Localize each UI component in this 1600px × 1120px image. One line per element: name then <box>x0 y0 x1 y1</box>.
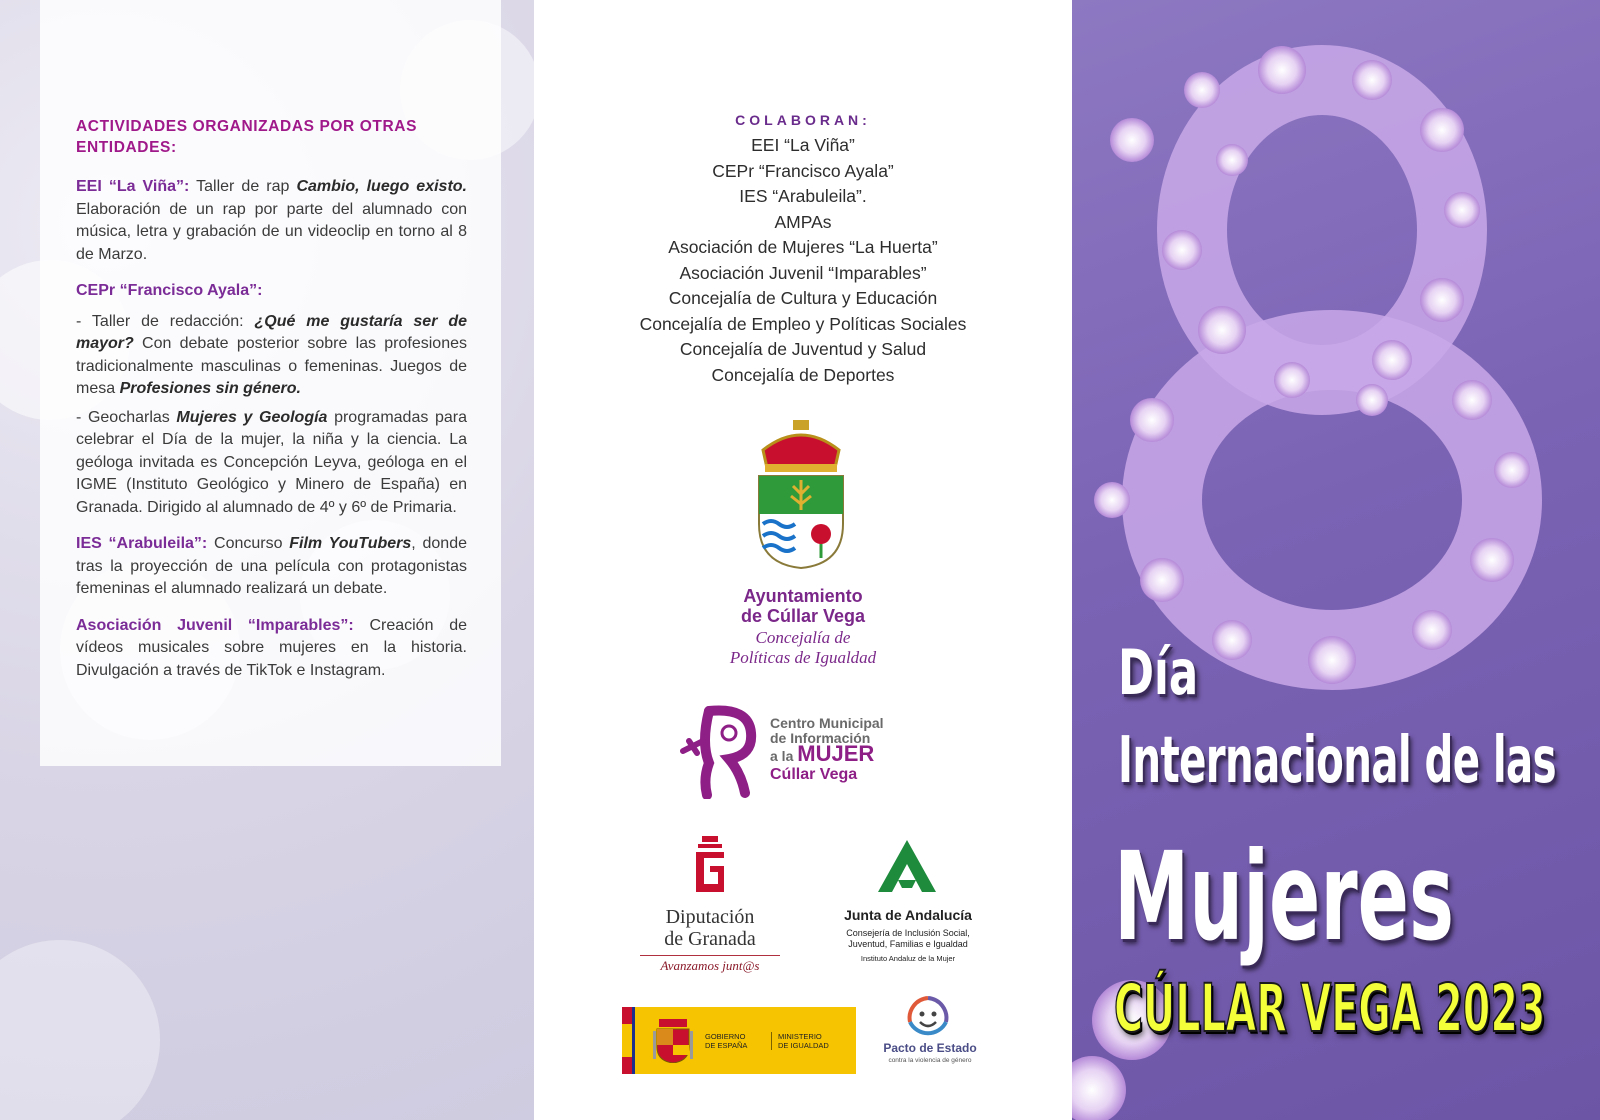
ayuntamiento-line-1: Ayuntamiento <box>743 586 863 606</box>
junta-andalucia-logo-icon <box>878 840 936 892</box>
diputacion-slogan: Avanzamos junt@s <box>640 955 780 974</box>
diputacion-line-1: Diputación <box>665 906 755 928</box>
concejalia-line-1: Concejalía de <box>755 628 851 647</box>
cepr-item-1 <box>76 311 467 401</box>
collaborator-item: Asociación Juvenil “Imparables” <box>679 262 927 283</box>
ministerio-text <box>771 1032 831 1050</box>
collaborator-item: Concejalía de Deportes <box>711 364 895 385</box>
title-dia: Día <box>1118 636 1199 709</box>
gobierno-text <box>705 1032 765 1050</box>
title-place-year: CÚLLAR VEGA 2023 <box>1114 970 1546 1047</box>
activities-section <box>76 116 467 696</box>
colaboran-title: COLABORAN: <box>735 112 871 128</box>
cmim-line-3 <box>770 741 930 766</box>
diputacion-name <box>640 906 780 950</box>
ayuntamiento-line-2: de Cúllar Vega <box>740 606 866 626</box>
ayuntamiento-name <box>534 586 1072 626</box>
ministerio-line-1: MINISTERIO <box>778 1031 822 1041</box>
asoc-paragraph <box>76 615 467 683</box>
cepr-item-1-text-1: - Taller de redacción: <box>76 312 255 330</box>
collaborator-item: Concejalía de Cultura y Educación <box>668 288 938 308</box>
cepr-item-2-text-2: programadas para celebrar el Día de la mujer, la niña y la ciencia. La geóloga invitada es Concepción Leyva, geóloga en el IGME (Instituto Geológico y Minero de España) en Granada. Dirigido al alumnado de 4º y 6º de Primaria. <box>76 408 467 516</box>
cepr-item-2 <box>76 407 467 520</box>
eei-label: EEI “La Viña”: <box>76 178 190 195</box>
pacto-estado-logo-icon <box>900 992 956 1042</box>
cepr-item-2-title: Mujeres y Geología <box>176 408 328 426</box>
activities-heading: ACTIVIDADES ORGANIZADAS POR OTRAS ENTIDADES: <box>76 118 418 156</box>
eei-paragraph <box>76 176 467 266</box>
cmim-line-3-mujer: MUJER <box>797 741 875 766</box>
collaborator-item: Asociación de Mujeres “La Huerta” <box>668 237 938 257</box>
ies-paragraph <box>76 533 467 601</box>
junta-consejeria <box>818 928 998 950</box>
cepr-item-2-text-1: - Geocharlas <box>76 408 177 426</box>
spain-shield-icon <box>653 1019 693 1063</box>
collaborator-item: IES “Arabuleila”. <box>739 186 867 206</box>
diputacion-line-2: de Granada <box>664 928 756 950</box>
junta-sub-line-1: Consejería de Inclusión Social, <box>846 928 970 938</box>
eei-text-2: Elaboración de un rap por parte del alumnado con música, letra y grabación de un videoclip en torno al 8 de Marzo. <box>76 200 467 263</box>
cmim-text <box>770 716 930 782</box>
cepr-label: CEPr “Francisco Ayala”: <box>76 282 263 299</box>
title-internacional: Internacional de las <box>1118 724 1556 798</box>
gobierno-logo <box>622 1007 856 1074</box>
asoc-text: Creación de vídeos musicales sobre mujeres en la historia. Divulgación a través de TikTok e Instagram. <box>76 616 467 679</box>
cmim-line-4: Cúllar Vega <box>770 766 858 783</box>
collaborator-item: CEPr “Francisco Ayala” <box>712 160 894 181</box>
gobierno-line-2: DE ESPAÑA <box>705 1040 748 1050</box>
concejalia-line-2: Políticas de Igualdad <box>729 648 877 667</box>
cmim-line-3-prefix: a la <box>770 748 798 764</box>
cmim-line-1: Centro Municipal <box>770 715 884 731</box>
ies-text-1: Concurso <box>207 535 290 552</box>
cmim-logo-icon <box>679 703 769 799</box>
cepr-item-1-title-2: Profesiones sin género. <box>119 380 301 397</box>
cepr-item-1-text-2: Con debate posterior sobre las profesiones tradicionalmente masculinas o femeninas. Juegos de mesa <box>76 335 467 397</box>
collaborators-list <box>534 133 1072 388</box>
junta-name: Junta de Andalucía <box>844 907 972 923</box>
diputacion-logo-icon <box>692 836 728 896</box>
coat-of-arms-icon <box>753 420 849 570</box>
pacto-subtitle: contra la violencia de género <box>888 1057 972 1064</box>
collaborator-item: Concejalía de Juventud y Salud <box>679 339 927 359</box>
ministerio-line-2: DE IGUALDAD <box>778 1040 829 1050</box>
junta-sub-line-2: Juventud, Familias e Igualdad <box>848 939 968 949</box>
ayuntamiento-concejalia <box>534 628 1072 668</box>
junta-instituto: Instituto Andaluz de la Mujer <box>860 954 956 963</box>
cepr-item-1-title: ¿Qué me gustaría ser de mayor? <box>76 312 467 352</box>
eu-flag-strip <box>622 1007 635 1074</box>
pacto-name: Pacto de Estado <box>883 1041 977 1055</box>
ies-text-2: , donde tras la proyección de una película con protagonistas femeninas el alumnado realizará un debate. <box>76 535 467 597</box>
eei-title: Cambio, luego existo. <box>296 178 467 195</box>
eei-text-1: Taller de rap <box>189 178 297 195</box>
ies-label: IES “Arabuleila”: <box>76 535 208 552</box>
collaborator-item: EEI “La Viña” <box>751 135 855 155</box>
title-mujeres: Mujeres <box>1114 826 1454 968</box>
ies-title: Film YouTubers <box>289 535 412 552</box>
cmim-line-2: de Información <box>770 730 871 746</box>
cepr-heading-paragraph <box>76 280 467 303</box>
asoc-label: Asociación Juvenil “Imparables”: <box>76 616 354 634</box>
collaborator-item: Concejalía de Empleo y Políticas Sociales <box>639 313 967 334</box>
gobierno-line-1: GOBIERNO <box>705 1031 746 1041</box>
collaborator-item: AMPAs <box>774 211 832 232</box>
